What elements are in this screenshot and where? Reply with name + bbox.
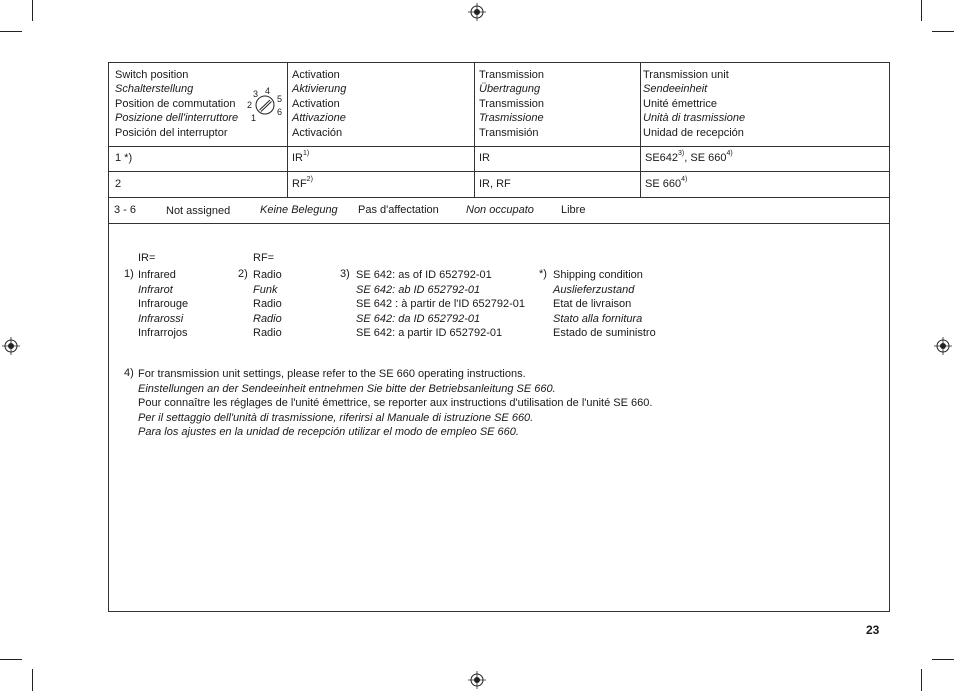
footnote-line: Infrarrojos [138, 327, 188, 340]
row-transmission: IR, RF [479, 178, 511, 190]
crop-mark [932, 31, 954, 32]
footnote-ref: 3) [678, 150, 685, 158]
footnote-marker: *) [539, 268, 547, 280]
header-text: Transmission [479, 69, 544, 81]
dial-label: 4 [265, 86, 271, 96]
row-position: 3 - 6 [114, 204, 137, 216]
table-column-rule [287, 62, 288, 197]
footnote-ref: 2) [306, 176, 313, 184]
page-number: 23 [866, 623, 880, 637]
footnote-ref: 4) [726, 150, 733, 158]
row-activation-text: IR [292, 152, 303, 164]
table-rule [108, 223, 890, 224]
header-text: Switch position [115, 69, 189, 81]
footnote-line: Stato alla fornitura [553, 312, 643, 325]
dial-label: 3 [253, 89, 259, 99]
footnote-line: Radio [253, 269, 282, 281]
footnote-line: Infrarot [138, 283, 173, 296]
row-transmission-unit [645, 151, 733, 165]
unassigned-label: Pas d'affectation [358, 204, 439, 216]
crop-mark [32, 0, 33, 21]
unassigned-label: Non occupato [466, 204, 534, 216]
registration-mark-icon [2, 337, 20, 355]
footnote-line: SE 642: a partir ID 652792-01 [356, 327, 503, 340]
rf-definition-label: RF= [253, 252, 275, 264]
footnote-line: Pour connaître les réglages de l'unité émettrice, se reporter aux instructions d'utilisation de l'unité SE 660. [138, 397, 653, 410]
footnote-3 [356, 268, 525, 341]
crop-mark [0, 659, 22, 660]
header-text: Transmission [479, 97, 544, 110]
footnote-line: For transmission unit settings, please refer to the SE 660 operating instructions. [138, 368, 526, 380]
footnote-line: SE 642: as of ID 652792-01 [356, 269, 492, 281]
header-transmission [479, 68, 544, 140]
footnote-line: Einstellungen an der Sendeeinheit entnehmen Sie bitte der Betriebsanleitung SE 660. [138, 382, 556, 395]
crop-mark [921, 669, 922, 691]
footnote-marker: 3) [340, 268, 350, 280]
footnote-line: Radio [253, 298, 282, 311]
header-text: Posizione dell'interruttore [115, 112, 239, 125]
dial-label: 1 [251, 113, 257, 123]
header-text: Activation [292, 69, 340, 81]
footnote-line: Radio [253, 327, 282, 340]
header-text: Activación [292, 126, 343, 139]
row-position: 2 [115, 178, 122, 190]
rotary-switch-icon [244, 84, 288, 124]
dial-label: 5 [277, 94, 283, 104]
row-activation [292, 151, 309, 165]
footnote-line: SE 642: ab ID 652792-01 [356, 283, 481, 296]
table-column-rule [474, 62, 475, 197]
header-text: Posición del interruptor [115, 126, 228, 139]
footnote-ref: 1) [303, 150, 310, 158]
header-text: Schalterstellung [115, 83, 194, 96]
row-unit-text: SE 660 [645, 178, 682, 190]
table-column-rule [640, 62, 641, 197]
header-text: Unità di trasmissione [643, 112, 746, 125]
crop-mark [32, 669, 33, 691]
footnote-line: Infrarossi [138, 312, 184, 325]
row-activation [292, 177, 313, 191]
row-transmission-unit [645, 177, 687, 191]
table-rule [108, 197, 890, 198]
footnote-ref: 4) [681, 176, 688, 184]
row-position: 1 *) [115, 152, 133, 164]
crop-mark [932, 659, 954, 660]
footnote-line: SE 642: da ID 652792-01 [356, 312, 481, 325]
dial-label: 2 [247, 100, 253, 110]
header-text: Übertragung [479, 83, 541, 96]
row-unit-text: , SE 660 [684, 152, 727, 164]
footnote-line: SE 642 : à partir de l'ID 652792-01 [356, 298, 526, 311]
header-switch-position [115, 68, 238, 140]
header-transmission-unit [643, 68, 745, 140]
row-activation-text: RF [292, 178, 307, 190]
footnote-line: Per il settaggio dell'unità di trasmissione, riferirsi al Manuale di istruzione SE 660. [138, 411, 534, 424]
header-text: Unité émettrice [643, 97, 717, 110]
header-text: Transmisión [479, 126, 539, 139]
footnote-line: Infrared [138, 269, 176, 281]
footnote-line: Para los ajustes en la unidad de recepción utilizar el modo de empleo SE 660. [138, 426, 519, 439]
header-text: Unidad de recepción [643, 126, 744, 139]
footnote-shipping-condition [553, 268, 656, 341]
footnote-4 [138, 367, 652, 440]
footnote-marker: 4) [124, 367, 134, 379]
unassigned-label: Keine Belegung [260, 204, 338, 216]
registration-mark-icon [468, 671, 486, 689]
table-rule [108, 146, 890, 147]
row-transmission: IR [479, 152, 490, 164]
footnote-line: Infrarouge [138, 298, 189, 311]
footnote-line: Auslieferzustand [553, 283, 635, 296]
registration-mark-icon [468, 3, 486, 21]
crop-mark [0, 31, 22, 32]
footnote-marker: 2) [238, 268, 248, 280]
header-text: Position de commutation [115, 97, 236, 110]
unassigned-label: Not assigned [166, 205, 231, 217]
header-text: Trasmissione [479, 112, 544, 125]
header-text: Aktivierung [292, 83, 347, 96]
footnote-1 [138, 268, 188, 341]
header-text: Transmission unit [643, 69, 729, 81]
dial-label: 6 [277, 107, 283, 117]
footnote-marker: 1) [124, 268, 134, 280]
footnote-line: Shipping condition [553, 269, 643, 281]
row-unit-text: SE642 [645, 152, 679, 164]
table-rule [108, 171, 890, 172]
registration-mark-icon [934, 337, 952, 355]
ir-definition-label: IR= [138, 252, 156, 264]
header-activation [292, 68, 346, 140]
crop-mark [921, 0, 922, 21]
footnote-line: Funk [253, 283, 278, 296]
header-text: Activation [292, 97, 340, 110]
unassigned-label: Libre [561, 204, 586, 216]
header-text: Sendeeinheit [643, 83, 708, 96]
footnote-line: Etat de livraison [553, 298, 632, 311]
footnote-line: Radio [253, 312, 282, 325]
header-text: Attivazione [292, 112, 346, 125]
footnote-2 [253, 268, 282, 341]
footnote-line: Estado de suministro [553, 327, 656, 340]
